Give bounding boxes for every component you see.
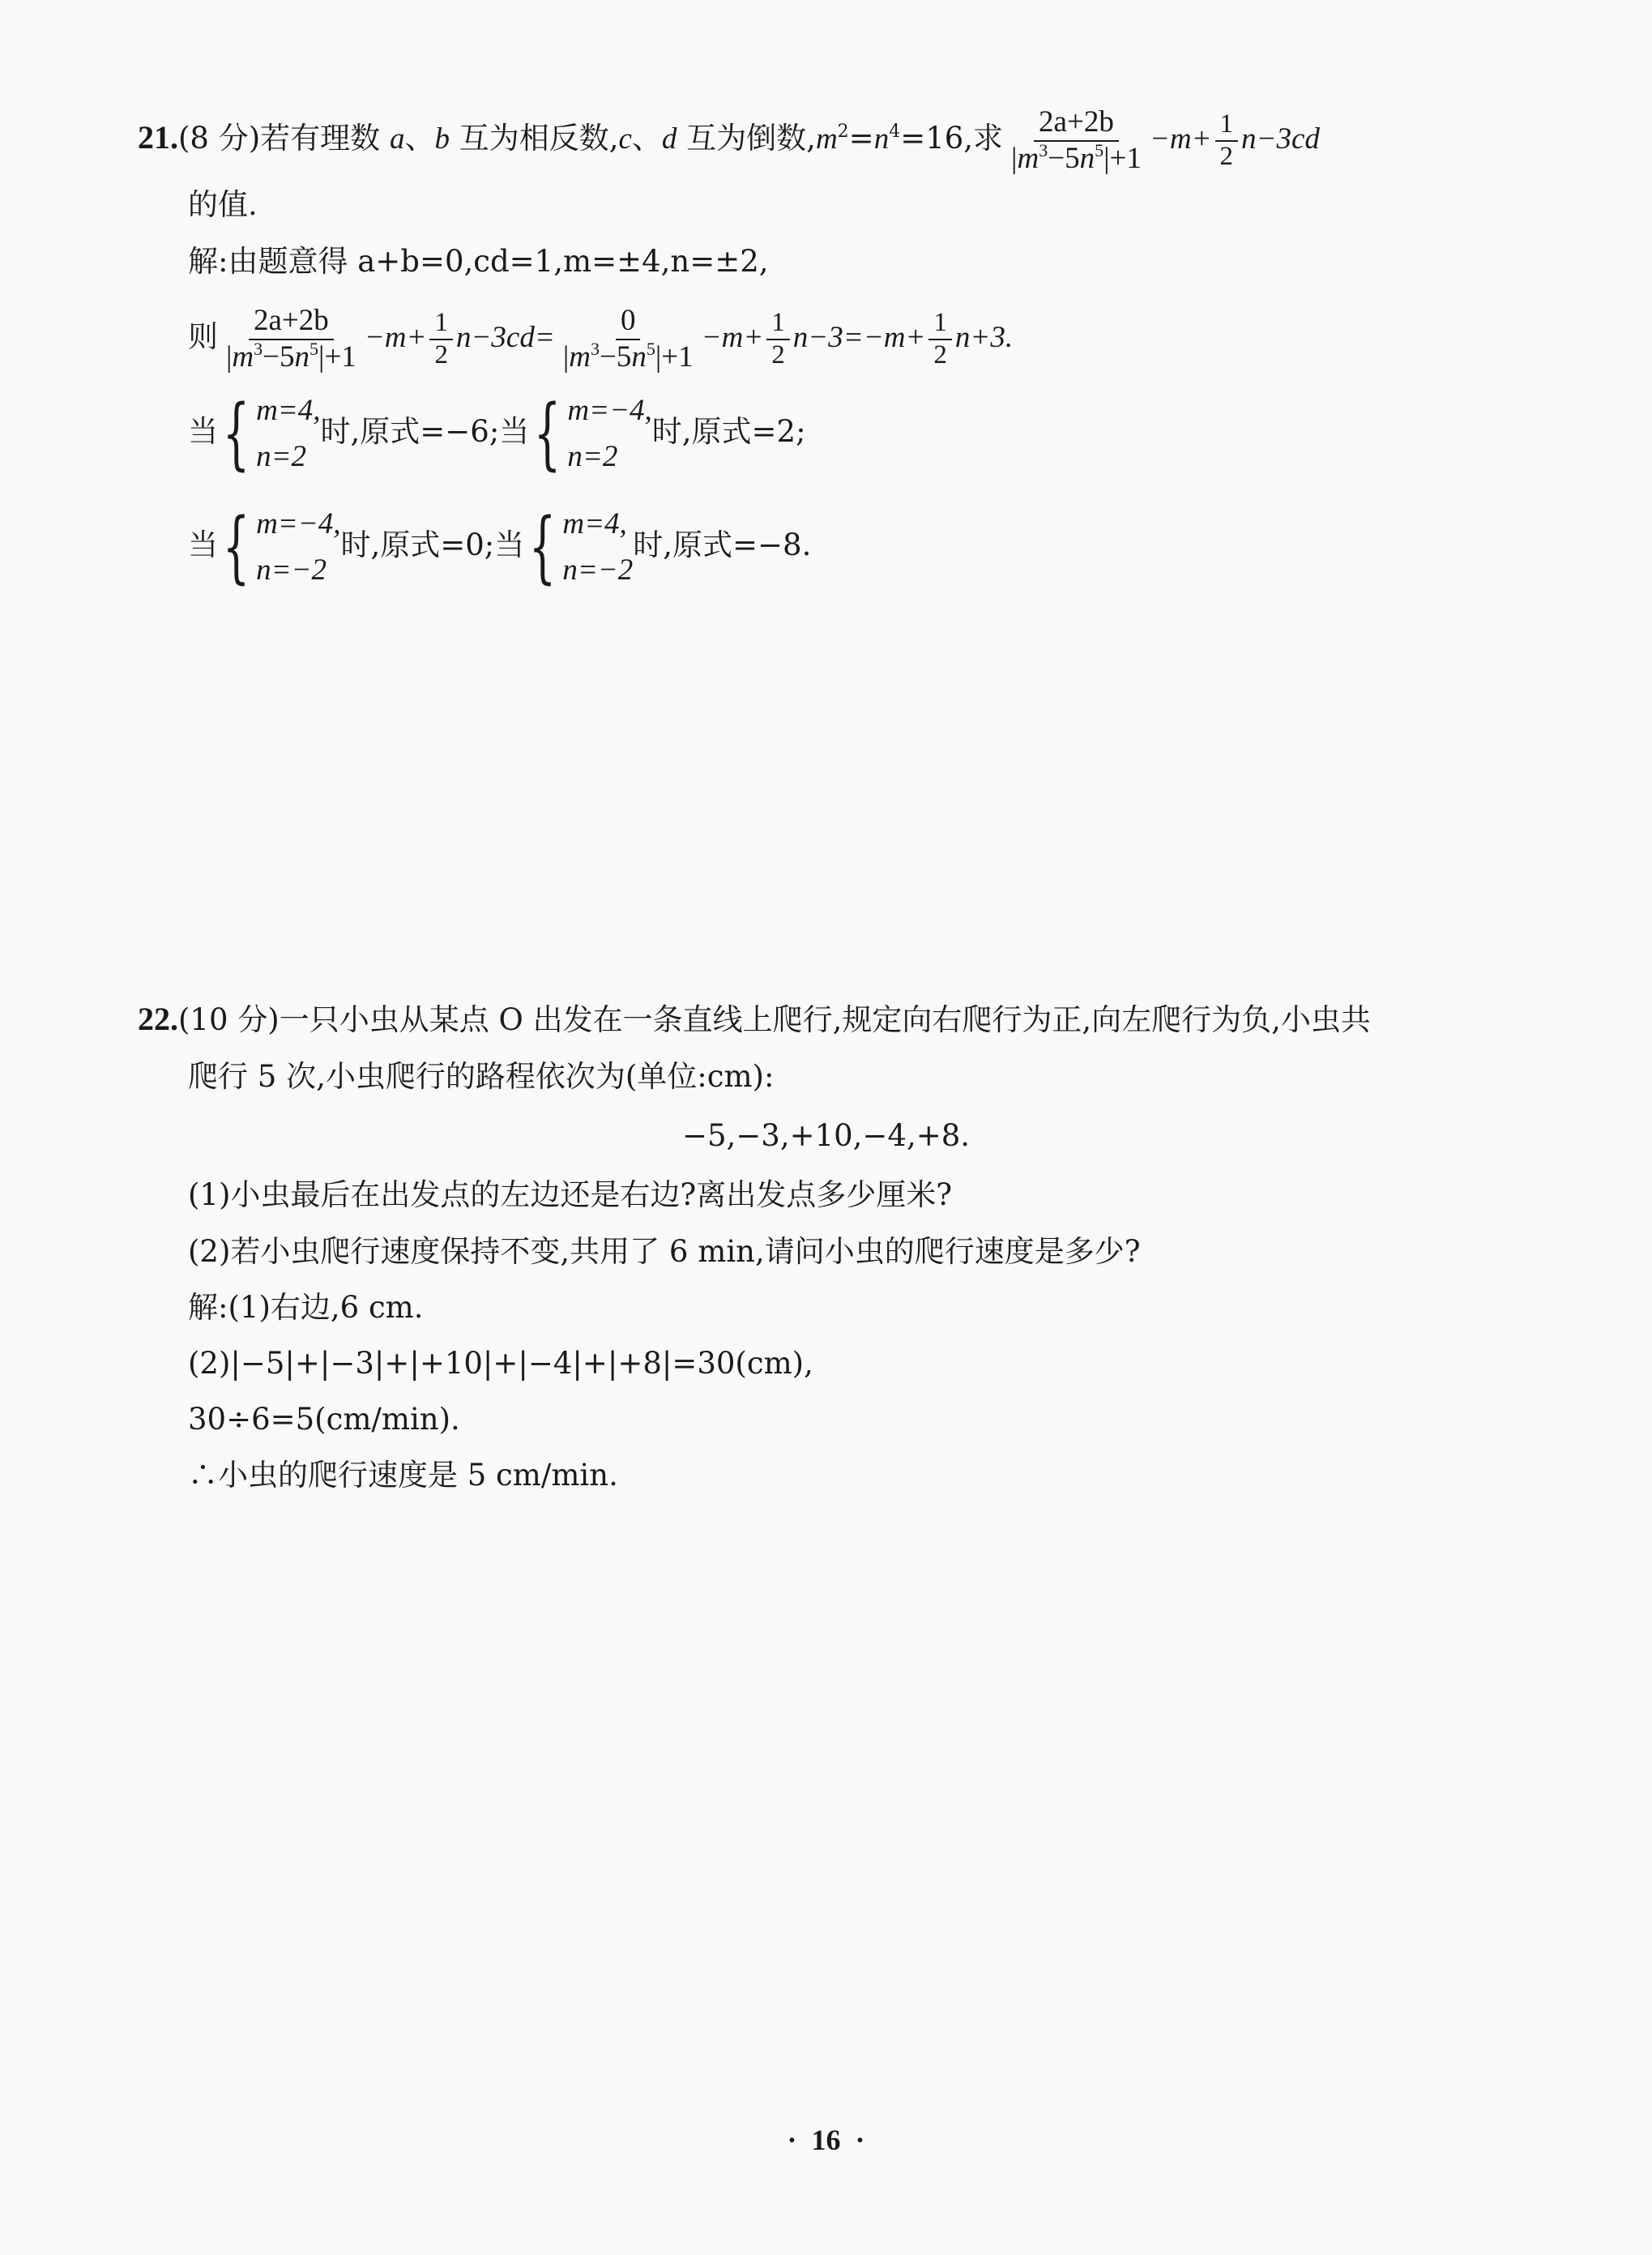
- fraction-denominator: 2: [1219, 141, 1234, 171]
- page-number-value: 16: [811, 2124, 841, 2156]
- sol-text: 当: [188, 413, 218, 449]
- q21-text: 互为倒数,: [686, 121, 816, 156]
- fraction-numerator: 2a+2b: [1034, 105, 1119, 142]
- case-system: { m=4, n=2: [222, 388, 321, 480]
- fraction-numerator: 1: [928, 308, 952, 340]
- q21-text: =16,求: [900, 121, 1004, 156]
- fraction-numerator: 0: [616, 304, 641, 340]
- q21-cases-line1: [188, 387, 806, 480]
- fraction-denominator: $|m^3-5n^5|+1$: [226, 338, 356, 374]
- case-n: n=−2: [256, 553, 327, 587]
- sol-fraction-1: [221, 304, 361, 374]
- fraction-denominator: 2: [933, 340, 947, 369]
- q21-points: (8 分): [178, 121, 261, 156]
- sol-text: 时,原式=−8.: [633, 527, 812, 562]
- q22-stem-line2: 爬行 5 次,小虫爬行的路程依次为(单位:cm):: [188, 1059, 775, 1094]
- sol-text: −m+: [701, 321, 764, 355]
- case-n: n=2: [256, 440, 307, 474]
- q22-answer3: 30÷6=5(cm/min).: [188, 1402, 460, 1437]
- sol-text: 时,原式=2;: [651, 413, 806, 449]
- q21-fraction: [1006, 105, 1146, 176]
- case-system: { m=−4, n=−2: [222, 502, 341, 593]
- sol-text: −m+: [364, 321, 427, 355]
- sol-text: 时,原式=0;当: [340, 527, 525, 562]
- q21-cases-line2: [188, 501, 811, 594]
- case-n: n=2: [567, 440, 618, 474]
- half-fraction: [429, 308, 453, 371]
- fraction-numerator: 1: [429, 308, 453, 340]
- half-fraction: [766, 308, 790, 371]
- sol-text: 当: [188, 527, 218, 562]
- q21-solution-line1: 解:由题意得 a+b=0,cd=1,m=±4,n=±2,: [188, 244, 769, 279]
- fraction-denominator: 2: [771, 340, 785, 369]
- q21-solution-line2: [188, 304, 1013, 374]
- case-system: { m=4, n=−2: [529, 502, 634, 593]
- sol-fraction-2: [558, 304, 698, 374]
- sol-text: n+3.: [954, 321, 1014, 355]
- q21-text: −m+: [1149, 122, 1212, 156]
- q22-part2: (2)若小虫爬行速度保持不变,共用了 6 min,请问小虫的爬行速度是多少?: [188, 1234, 1141, 1269]
- fraction-denominator: $|m^3-5n^5|+1$: [562, 338, 694, 374]
- sol-text: n−3=−m+: [792, 321, 926, 355]
- case-m: m=−4,: [256, 507, 341, 540]
- q21-text: n−3cd: [1241, 122, 1320, 156]
- page-number: · 16 ·: [787, 2124, 865, 2156]
- sol-text: n−3cd=: [455, 321, 555, 355]
- q22-answer4: ∴小虫的爬行速度是 5 cm/min.: [188, 1458, 618, 1493]
- case-system: { m=−4, n=2: [534, 388, 652, 480]
- half-fraction: [928, 308, 952, 371]
- fraction-denominator: $|m^3-5n^5|+1$: [1011, 139, 1142, 175]
- q21-number: 21.: [138, 119, 178, 156]
- half-fraction: [1215, 109, 1239, 173]
- sol-text: 则: [188, 319, 218, 355]
- fraction-numerator: 2a+2b: [249, 304, 334, 340]
- fraction-numerator: 1: [766, 308, 790, 340]
- q21-text: 若有理数: [260, 121, 381, 156]
- q22-data-line: −5,−3,+10,−4,+8.: [681, 1118, 971, 1153]
- q21-stem-line1: 21.(8 分)若有理数 a、b 互为相反数,c、d 互为倒数$,m^2=n^4=16$,求 $\frac{2a+2b}{|m^3-5n^5|+1}$ −m+ $\frac{1}{2}$ n−3cd: [138, 105, 1320, 175]
- q22-answer2: (2)|−5|+|−3|+|+10|+|−4|+|+8|=30(cm),: [188, 1346, 813, 1381]
- case-m: m=−4,: [567, 394, 652, 427]
- q22-text: (10 分)一只小虫从某点 O 出发在一条直线上爬行,规定向右爬行为正,向左爬行为负,小虫共: [178, 1002, 1371, 1037]
- sol-text: 时,原式=−6;当: [320, 413, 530, 449]
- case-n: n=−2: [562, 553, 634, 587]
- case-m: m=4,: [562, 507, 627, 540]
- q21-text: 互为相反数,: [459, 121, 619, 156]
- fraction-numerator: 1: [1215, 109, 1239, 142]
- fraction-denominator: 2: [434, 340, 448, 369]
- q22-number: 22.: [138, 1001, 178, 1037]
- case-m: m=4,: [256, 394, 321, 427]
- q22-part1: (1)小虫最后在出发点的左边还是右边?离出发点多少厘米?: [188, 1177, 953, 1212]
- q21-stem-line2: 的值.: [188, 187, 258, 222]
- q22-answer1: 解:(1)右边,6 cm.: [188, 1290, 424, 1325]
- q22-stem-line1: [138, 1003, 1371, 1036]
